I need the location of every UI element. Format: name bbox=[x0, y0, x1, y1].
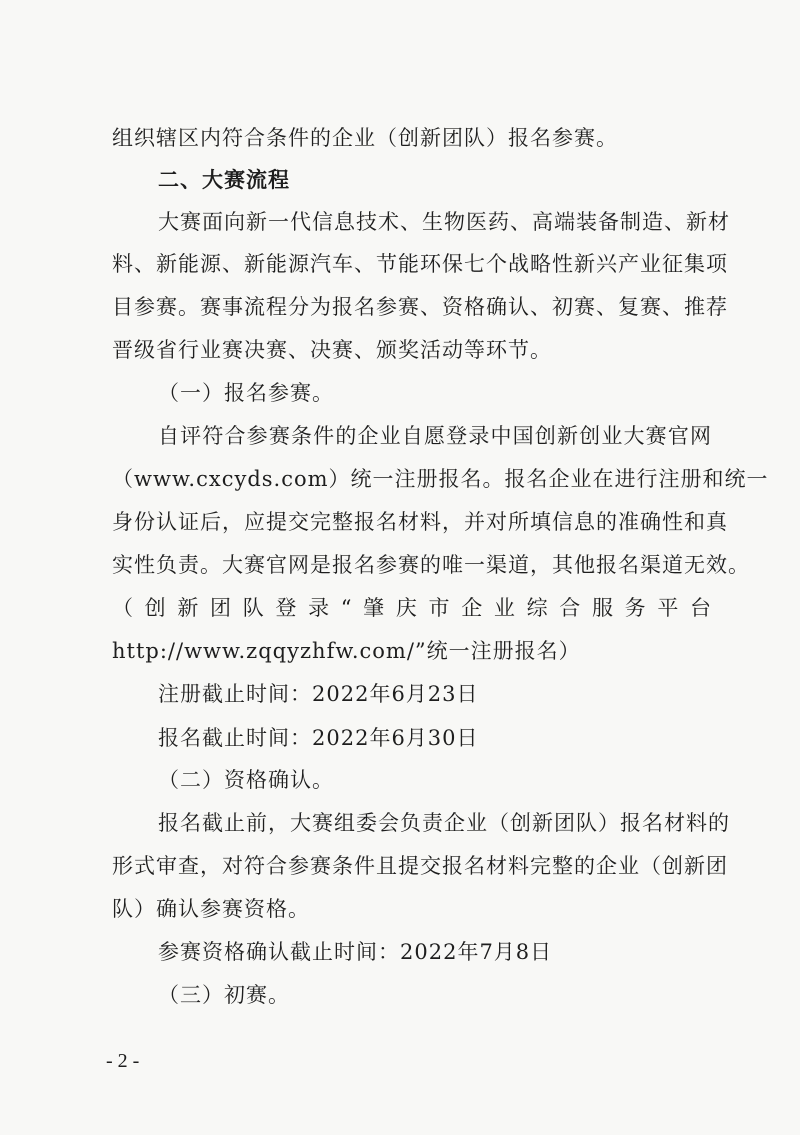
text-line: 大赛面向新一代信息技术、生物医药、高端装备制造、新材 bbox=[158, 210, 730, 234]
text-line: 队）确认参赛资格。 bbox=[112, 897, 310, 921]
text-line: 身份认证后，应提交完整报名材料，并对所填信息的准确性和真 bbox=[112, 510, 728, 534]
subsection-heading: （一）报名参赛。 bbox=[158, 381, 334, 405]
text-line: （创新团队登录“肇庆市企业综合服务平台 bbox=[112, 596, 712, 620]
text-line: 晋级省行业赛决赛、决赛、颁奖活动等环节。 bbox=[112, 338, 552, 362]
text-line: 报名截止前，大赛组委会负责企业（创新团队）报名材料的 bbox=[158, 811, 730, 835]
registration-deadline: 注册截止时间：2022年6月23日 bbox=[158, 682, 479, 706]
text-line: 目参赛。赛事流程分为报名参赛、资格确认、初赛、复赛、推荐 bbox=[112, 295, 728, 319]
qualification-deadline: 参赛资格确认截止时间：2022年7月8日 bbox=[158, 940, 553, 964]
signup-deadline: 报名截止时间：2022年6月30日 bbox=[158, 726, 479, 750]
text-line: 形式审查，对符合参赛条件且提交报名材料完整的企业（创新团 bbox=[112, 854, 728, 878]
text-line: 实性负责。大赛官网是报名参赛的唯一渠道，其他报名渠道无效。 bbox=[112, 553, 750, 577]
text-line: （www.cxcyds.com）统一注册报名。报名企业在进行注册和统一 bbox=[112, 467, 769, 491]
section-heading: 二、大赛流程 bbox=[158, 168, 290, 192]
text-line: 组织辖区内符合条件的企业（创新团队）报名参赛。 bbox=[112, 126, 618, 150]
text-line: 料、新能源、新能源汽车、节能环保七个战略性新兴产业征集项 bbox=[112, 252, 728, 276]
subsection-heading: （三）初赛。 bbox=[158, 983, 290, 1007]
page-number: - 2 - bbox=[106, 1050, 140, 1072]
text-line: 自评符合参赛条件的企业自愿登录中国创新创业大赛官网 bbox=[158, 424, 712, 448]
subsection-heading: （二）资格确认。 bbox=[158, 768, 334, 792]
text-line: http://www.zqqyzhfw.com/”统一注册报名） bbox=[112, 639, 581, 663]
